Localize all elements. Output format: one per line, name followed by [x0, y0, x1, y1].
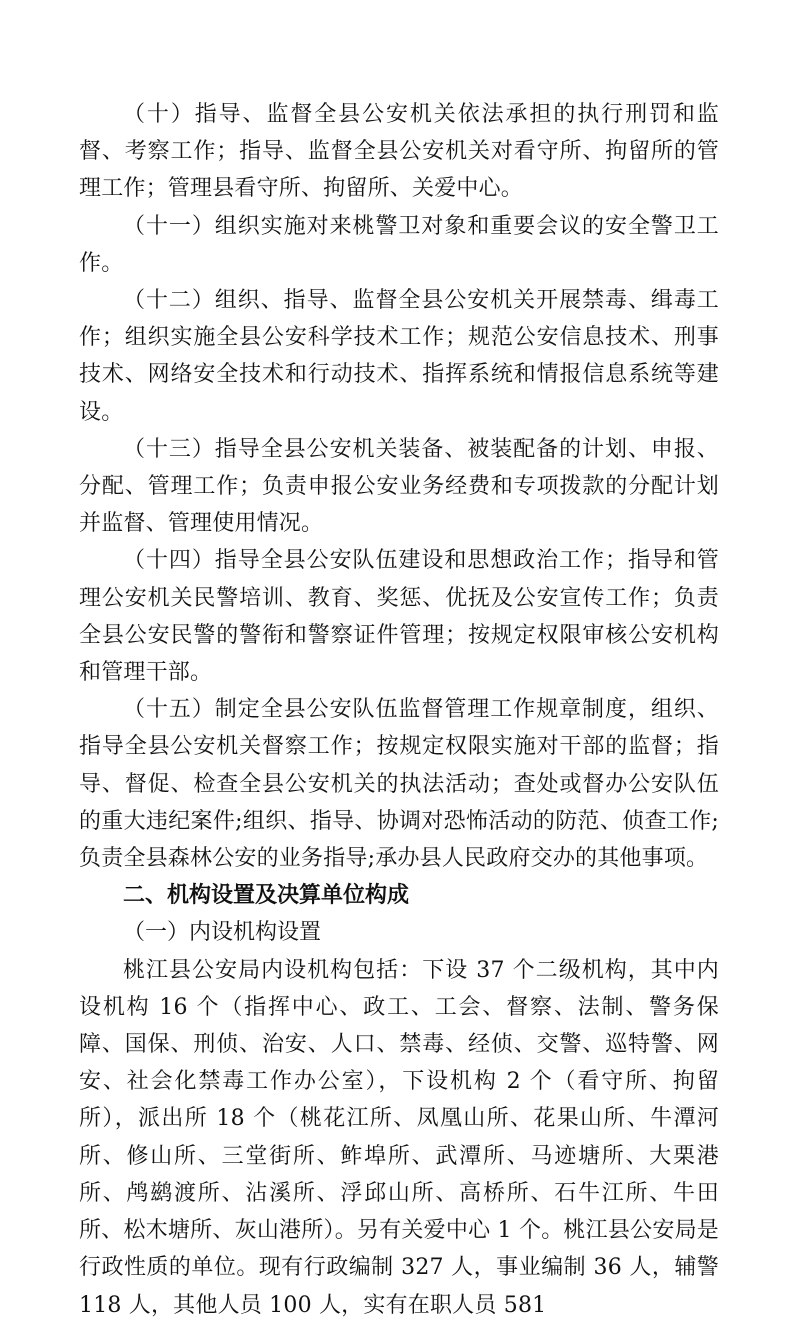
paragraph-duty-11: （十一）组织实施对来桃警卫对象和重要会议的安全警卫工作。: [79, 213, 719, 276]
paragraph-duty-14: （十四）指导全县公安队伍建设和思想政治工作；指导和管理公安机关民警培训、教育、奖惩、优抚及公安宣传工作；负责全县公安民警的警衔和警察证件管理；按规定权限审核公安机构和管理干部。: [79, 548, 719, 686]
paragraph-internal-structure: 桃江县公安局内设机构包括：下设 37 个二级机构，其中内设机构 16 个（指挥中心、政工、工会、督察、法制、警务保障、国保、刑侦、治安、人口、禁毒、经侦、交警、巡特警、网安、社会化禁毒工作办公室），下设机构 2 个（看守所、拘留所），派出所 18 个（桃花江所、凤凰山所、花果山所、牛潭河所、修山所、三堂街所、鲊埠所、武潭所、马迹塘所、大栗港所、鸬鹚渡所、沾溪所、浮邱山所、高桥所、石牛江所、牛田所、松木塘所、灰山港所）。另有关爱中心 1 个。桃江县公安局是行政性质的单位。现有行政编制 327 人，事业编制 36 人，辅警 118 人，其他人员 100 人，实有在职人员 581: [79, 957, 719, 1318]
paragraph-duty-15: （十五）制定全县公安队伍监督管理工作规章制度，组织、指导全县公安机关督察工作；按规定权限实施对干部的监督；指导、督促、检查全县公安机关的执法活动；查处或督办公安队伍的重大违纪案件;组织、指导、协调对恐怖活动的防范、侦查工作;负责全县森林公安的业务指导;承办县人民政府交办的其他事项。: [79, 697, 719, 872]
document-body: [79, 96, 719, 1324]
subsection-heading: （一）内设机构设置: [123, 920, 322, 946]
section-heading: 二、机构设置及决算单位构成: [123, 883, 410, 909]
paragraph-duty-13: （十三）指导全县公安机关装备、被装配备的计划、申报、分配、管理工作；负责申报公安业务经费和专项拨款的分配计划并监督、管理使用情况。: [79, 436, 719, 537]
paragraph-duty-12: （十二）组织、指导、监督全县公安机关开展禁毒、缉毒工作；组织实施全县公安科学技术工作；规范公安信息技术、刑事技术、网络安全技术和行动技术、指挥系统和情报信息系统等建设。: [79, 288, 719, 425]
paragraph-duty-10: （十）指导、监督全县公安机关依法承担的执行刑罚和监督、考察工作；指导、监督全县公安机关对看守所、拘留所的管理工作；管理县看守所、拘留所、关爱中心。: [79, 102, 719, 202]
